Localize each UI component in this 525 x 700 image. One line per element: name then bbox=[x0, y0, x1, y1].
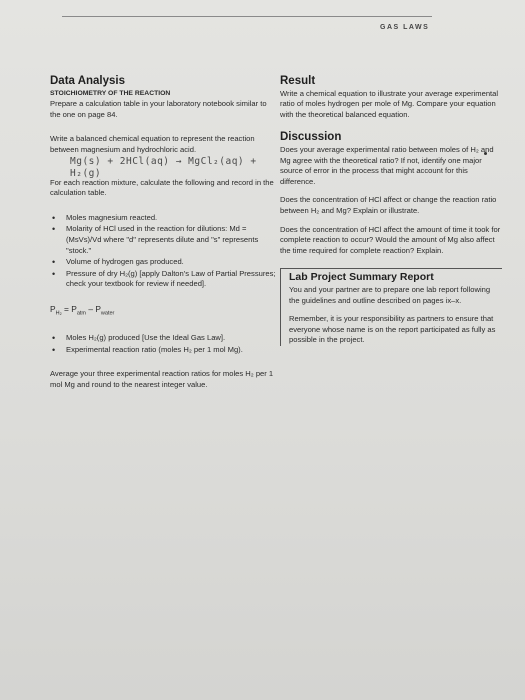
result-heading: Result bbox=[280, 75, 316, 87]
calc-list-1 bbox=[50, 213, 278, 290]
summary-text-2: Remember, it is your responsibility as partners to ensure that everyone whose name is on the report participated as fully as possible in the project. bbox=[289, 314, 496, 345]
discussion-question-1: Does your average experimental ratio between moles of H₂ and Mg agree with the theoretical ratio? If not, identify one major source of error in the process that might account for this difference. bbox=[280, 144, 494, 186]
result-text: Write a chemical equation to illustrate your average experimental ratio of moles hydrogen per mole of Mg. Compare your equation with the theoretical balanced equation. bbox=[280, 88, 499, 119]
top-rule bbox=[62, 16, 432, 17]
calc-list-2 bbox=[50, 333, 278, 355]
list-item: • Volume of hydrogen gas produced. bbox=[66, 257, 278, 268]
stoichiometry-subheading: STOICHIOMETRY OF THE REACTION bbox=[50, 89, 171, 97]
discussion-heading: Discussion bbox=[280, 131, 342, 144]
list-item: • Moles H₂(g) produced [Use the Ideal Gas Law]. bbox=[66, 333, 278, 344]
right-column bbox=[280, 76, 502, 354]
list-item: • Molarity of HCl used in the reaction for dilutions: Md = (MsVs)/Vd where "d" represents dilute and "s" represents "stock." bbox=[66, 224, 278, 256]
data-analysis-heading: Data Analysis bbox=[50, 75, 125, 87]
handwritten-equation: Mg(s) + 2HCl(aq) → MgCl₂(aq) + H₂(g) bbox=[70, 155, 257, 179]
average-ratio-instruction: Average your three experimental reaction ratios for moles H₂ per 1 mol Mg and round to the nearest integer value. bbox=[50, 369, 274, 389]
summary-heading: Lab Project Summary Report bbox=[289, 271, 434, 284]
left-column bbox=[50, 76, 278, 399]
calc-following-instruction: For each reaction mixture, calculate the following and record in the calculation table. bbox=[50, 177, 274, 198]
equation-instruction: Write a balanced chemical equation to represent the reaction between magnesium and hydrochloric acid. bbox=[50, 134, 255, 154]
summary-text-1: You and your partner are to prepare one lab report following the guidelines and outline described on pages ix–x. bbox=[289, 284, 491, 305]
calc-table-instruction: Prepare a calculation table in your laboratory notebook similar to the one on page 84. bbox=[50, 99, 267, 119]
dalton-formula: $P_{H_2} = P_{atm} - P_{water}$ bbox=[50, 303, 115, 317]
list-item: • Moles magnesium reacted. bbox=[66, 213, 278, 224]
discussion-question-3: Does the concentration of HCl affect the amount of time it took for complete reaction to occur? Would the amount of Mg also affect the time required for complete reaction? Explain. bbox=[280, 224, 501, 255]
list-item: • Experimental reaction ratio (moles H₂ per 1 mol Mg). bbox=[66, 345, 278, 356]
summary-report-box bbox=[280, 268, 502, 346]
running-header: GAS LAWS bbox=[380, 24, 430, 31]
list-item: • Pressure of dry H₂(g) [apply Dalton's Law of Partial Pressures; check your textbook for review if needed]. bbox=[66, 269, 278, 290]
discussion-question-2: Does the concentration of HCl affect or change the reaction ratio between H₂ and Mg? Explain or illustrate. bbox=[280, 195, 497, 215]
